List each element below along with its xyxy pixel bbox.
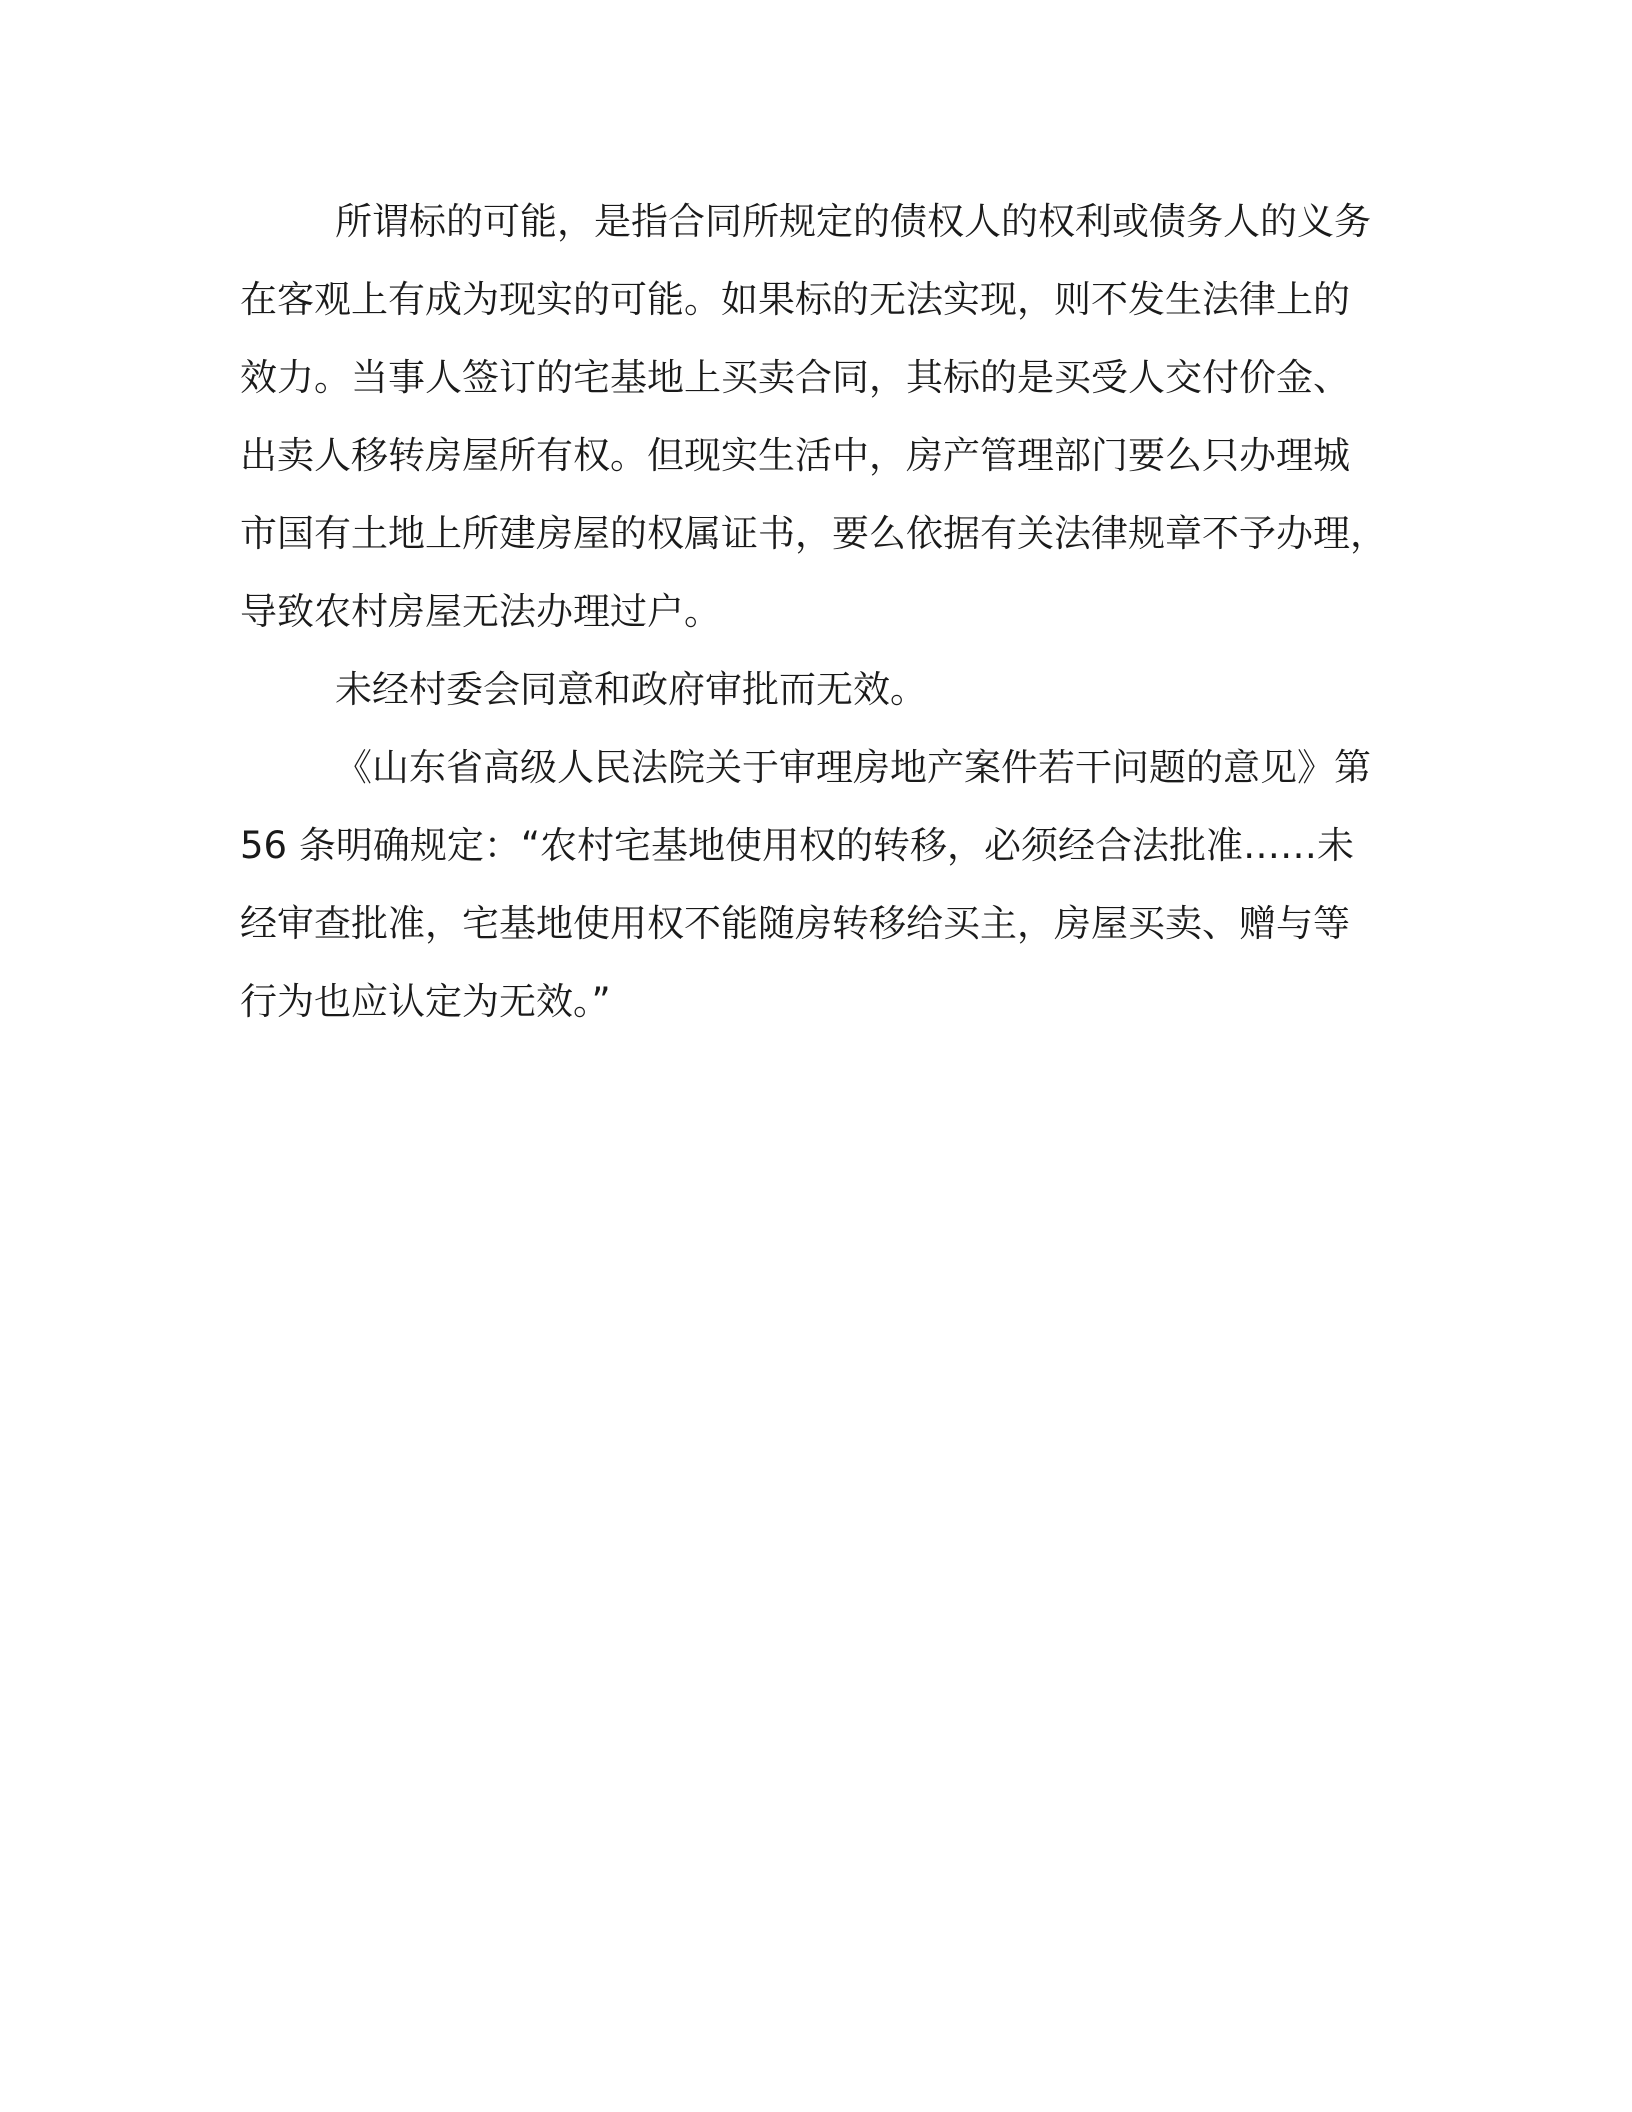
text-line: 《山东省高级人民法院关于审理房地产案件若干问题的意见》第 <box>335 746 1371 789</box>
text-line: 市国有土地上所建房屋的权属证书，要么依据有关法律规章不予办理， <box>240 512 1387 555</box>
text-line: 经审查批准，宅基地使用权不能随房转移给买主，房屋买卖、赠与等 <box>240 902 1350 945</box>
paragraph-subject-possibility <box>240 183 1387 651</box>
text-line: 效力。当事人签订的宅基地上买卖合同，其标的是买受人交付价金、 <box>240 356 1350 399</box>
text-line: 出卖人移转房屋所有权。但现实生活中，房产管理部门要么只办理城 <box>240 434 1350 477</box>
paragraph-village-approval <box>240 651 1380 729</box>
text-line: 未经村委会同意和政府审批而无效。 <box>335 668 927 711</box>
document-body <box>240 183 1387 1041</box>
paragraph-shandong-opinion <box>240 729 1380 1041</box>
text-line: 在客观上有成为现实的可能。如果标的无法实现，则不发生法律上的 <box>240 278 1350 321</box>
text-line: 所谓标的可能，是指合同所规定的债权人的权利或债务人的义务 <box>335 200 1371 243</box>
text-line: 56 条明确规定：“农村宅基地使用权的转移，必须经合法批准……未 <box>240 824 1355 867</box>
text-line: 导致农村房屋无法办理过户。 <box>240 590 721 633</box>
text-line: 行为也应认定为无效。” <box>240 980 611 1023</box>
